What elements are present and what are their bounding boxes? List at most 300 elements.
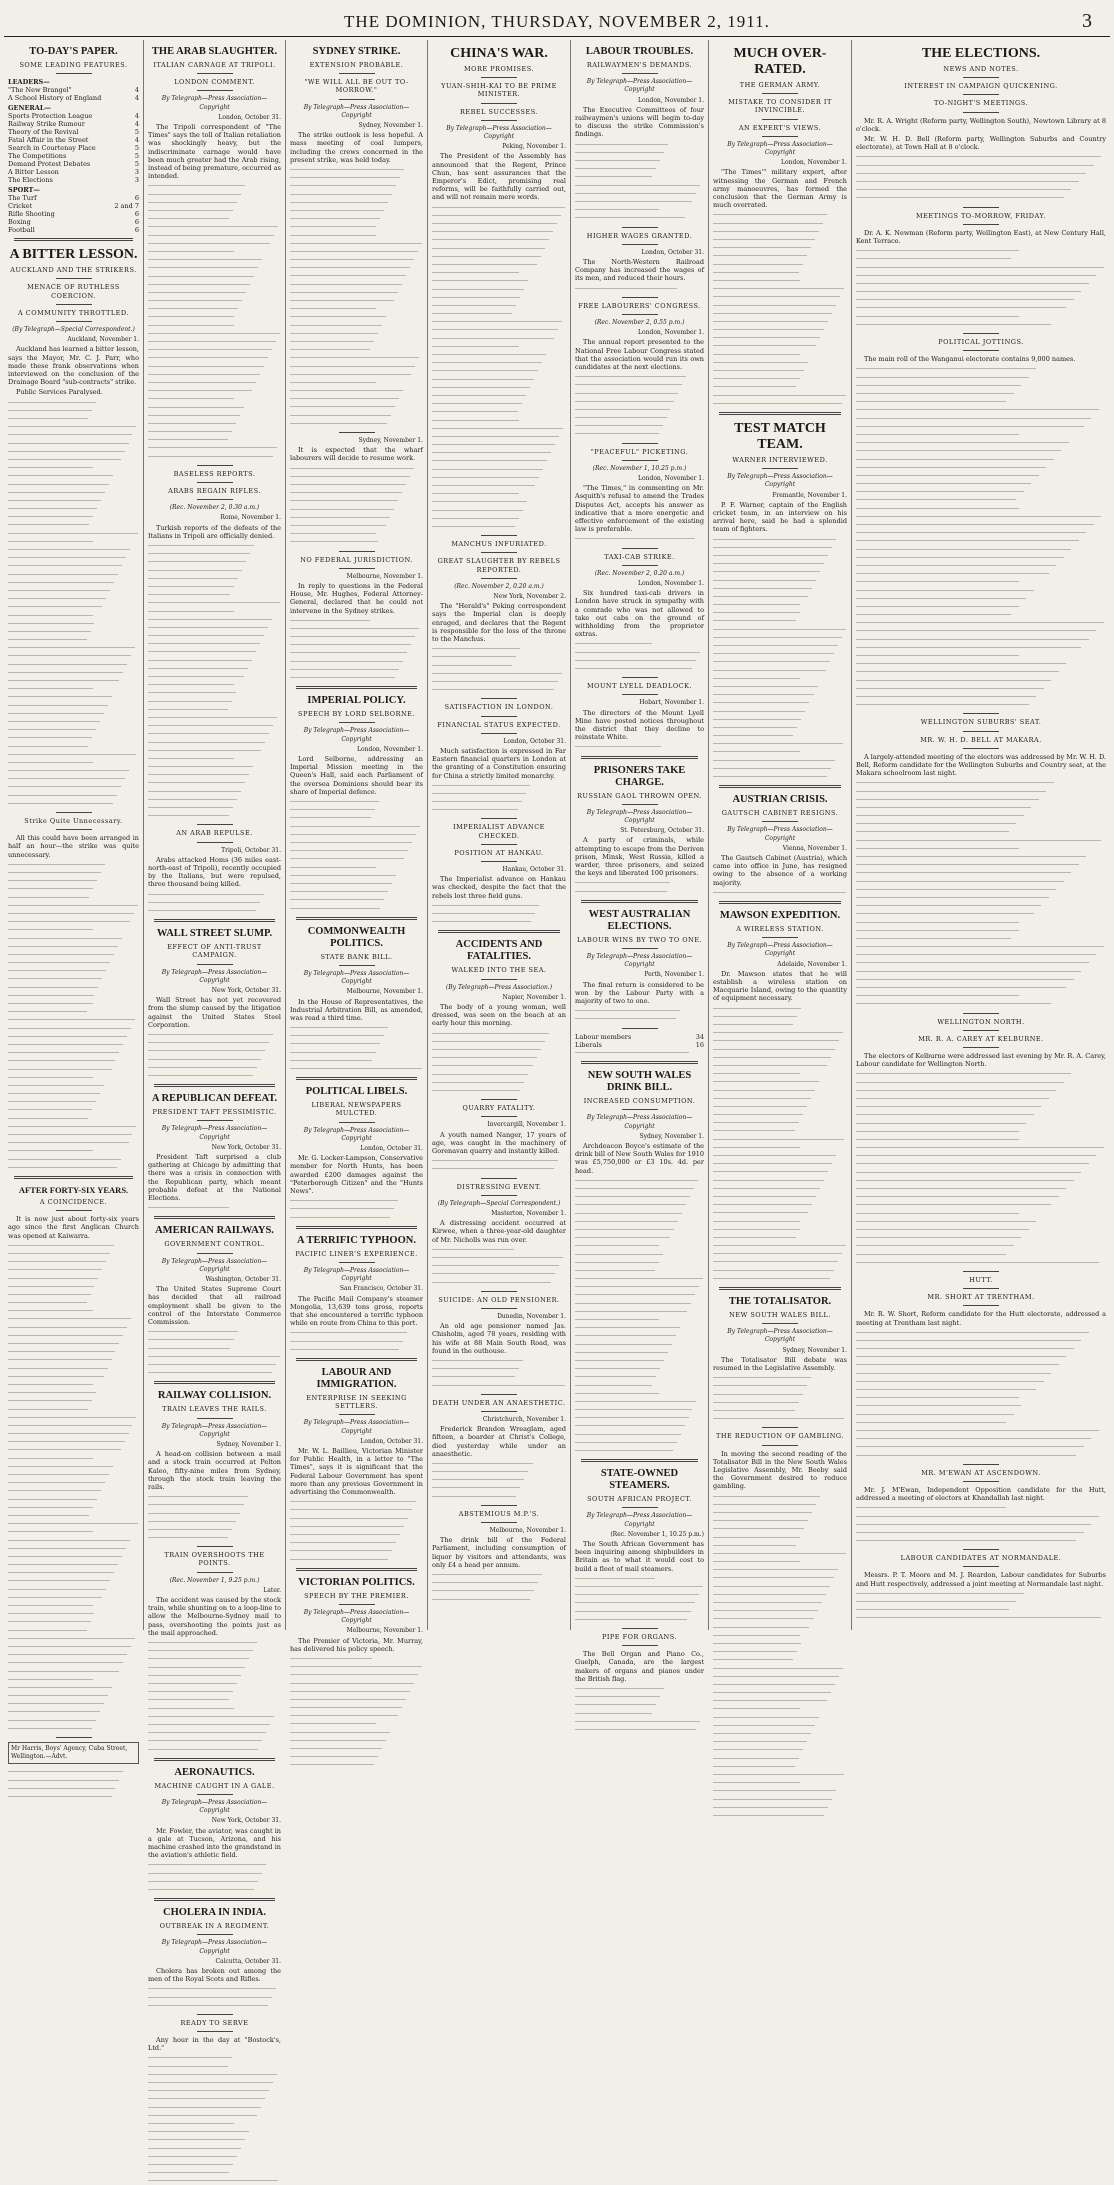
text-line-rule xyxy=(8,1093,100,1094)
text-line xyxy=(713,748,847,756)
text-line xyxy=(575,1259,704,1267)
credit-line: (Rec. November 1, 10.25 p.m.) xyxy=(592,464,687,472)
text-line xyxy=(856,1337,1106,1345)
text-line xyxy=(713,383,847,391)
subhead-rule xyxy=(197,1572,233,1573)
text-line xyxy=(856,162,1106,170)
text-line xyxy=(8,513,139,521)
text-line-rule xyxy=(148,218,229,219)
text-line xyxy=(713,1681,847,1689)
text-line-rule xyxy=(856,864,1079,865)
text-line xyxy=(290,215,423,223)
text-line-rule xyxy=(575,1376,656,1377)
text-line-rule xyxy=(290,899,384,900)
headline: PRISONERS TAKE CHARGE. xyxy=(593,764,686,788)
newspaper-column xyxy=(286,40,428,1653)
text-line xyxy=(432,326,566,334)
text-line-rule xyxy=(713,1577,834,1578)
index-entry xyxy=(8,86,139,94)
text-line xyxy=(575,1575,704,1583)
subheading: THE REDUCTION OF GAMBLING. xyxy=(716,1432,844,1441)
text-line-rule xyxy=(148,570,242,571)
text-line xyxy=(8,1594,139,1602)
text-line-rule xyxy=(713,386,796,387)
text-line-rule xyxy=(8,1621,91,1622)
text-line-rule xyxy=(290,1699,406,1700)
text-line-rule xyxy=(713,1807,828,1808)
headline: AERONAUTICS. xyxy=(174,1766,255,1778)
text-line-rule xyxy=(432,231,553,232)
text-line-rule xyxy=(856,930,1019,931)
text-line-rule xyxy=(290,1341,403,1342)
subhead-rule xyxy=(197,1253,233,1254)
credit-line: By Telegraph—Press Association—Copyright xyxy=(586,808,693,825)
text-line xyxy=(856,1210,1106,1218)
text-line xyxy=(432,1038,566,1046)
text-line xyxy=(148,907,281,915)
text-line xyxy=(856,894,1106,902)
text-line xyxy=(856,1000,1106,1008)
text-line-rule xyxy=(8,1589,106,1590)
dateline: Melbourne, November 1. xyxy=(346,1627,423,1635)
text-line xyxy=(8,1487,139,1495)
text-line xyxy=(148,1493,281,1501)
text-line xyxy=(856,886,1106,894)
text-line xyxy=(8,743,139,751)
text-line-rule xyxy=(713,1394,803,1395)
text-line xyxy=(290,1712,423,1720)
article-paragraph: Any hour in the day at "Bostock's, Ltd." xyxy=(148,2036,281,2053)
text-line xyxy=(575,1685,704,1693)
text-line-rule xyxy=(432,809,518,810)
text-line-rule xyxy=(432,1360,523,1361)
subhead-rule xyxy=(481,578,517,579)
text-line-rule xyxy=(713,702,809,703)
text-line-rule xyxy=(856,1003,1051,1004)
text-line-rule xyxy=(148,325,234,326)
text-line-rule xyxy=(290,1526,404,1527)
text-line-rule xyxy=(290,1068,422,1069)
text-line-rule xyxy=(856,1455,1076,1456)
text-line xyxy=(713,617,847,625)
text-line-rule xyxy=(713,1196,816,1197)
subhead-rule xyxy=(481,120,517,121)
text-line-rule xyxy=(148,1042,269,1043)
text-line xyxy=(713,1542,847,1550)
text-line xyxy=(856,1402,1106,1410)
text-line xyxy=(432,645,566,653)
text-line xyxy=(148,2128,281,2136)
index-label: Boxing xyxy=(8,218,31,227)
index-page: 5 xyxy=(134,160,139,169)
text-line xyxy=(148,2054,281,2062)
text-line xyxy=(8,1471,139,1479)
text-line xyxy=(713,1021,847,1029)
credit-line: (By Telegraph—Special Correspondent.) xyxy=(437,1199,561,1207)
dateline: London, November 1. xyxy=(638,96,704,104)
headline: WALL STREET SLUMP. xyxy=(156,928,273,940)
text-line xyxy=(8,1793,139,1801)
text-line xyxy=(290,1655,423,1663)
text-line-rule xyxy=(432,436,559,437)
article xyxy=(856,1013,1106,1267)
text-line-rule xyxy=(856,807,1031,808)
text-line-rule xyxy=(432,354,546,355)
text-line-rule xyxy=(856,181,1079,182)
text-line xyxy=(148,755,281,763)
text-line xyxy=(856,779,1106,787)
text-line xyxy=(290,1729,423,1737)
text-line xyxy=(148,2136,281,2144)
text-line xyxy=(8,693,139,701)
text-line-rule xyxy=(575,746,661,747)
article-paragraph: The Pacific Mail Company's steamer Mongolia, 13,639 tons gross, reports that she encountered a terrific typhoon while en route from China to this port. xyxy=(290,1294,423,1328)
text-line xyxy=(713,740,847,748)
text-line xyxy=(148,2079,281,2087)
article-paragraph: The electors of Kelburne were addressed last evening by Mr. R. A. Carey, Labour candidate for Wellington North. xyxy=(856,1051,1106,1069)
text-line-rule xyxy=(713,1122,799,1123)
text-line-rule xyxy=(290,423,387,424)
text-line xyxy=(290,1506,423,1514)
article xyxy=(8,238,139,808)
text-line xyxy=(856,272,1106,280)
headline: COMMONWEALTH POLITICS. xyxy=(307,925,406,949)
text-line-rule xyxy=(290,341,374,342)
text-line xyxy=(432,523,566,531)
text-line xyxy=(713,716,847,724)
text-line xyxy=(290,633,423,641)
article xyxy=(432,1178,566,1287)
dateline: Sydney, November 1. xyxy=(639,1132,704,1140)
text-line xyxy=(148,1655,281,1663)
text-line-rule xyxy=(8,1294,91,1295)
text-line xyxy=(290,522,423,530)
text-line xyxy=(432,806,566,814)
text-line-rule xyxy=(432,387,530,388)
text-line-rule xyxy=(713,563,824,564)
text-line-rule xyxy=(290,259,414,260)
article-paragraph: The accident was caused by the stock train, while shunting on to a loop-line to allow the Melbourne-Sydney mail to pass, overshooting the points just as the mail approached. xyxy=(148,1596,281,1637)
text-line-rule xyxy=(290,1559,388,1560)
text-line xyxy=(8,1275,139,1283)
text-line xyxy=(8,1668,139,1676)
sub-divider xyxy=(963,713,999,714)
text-line xyxy=(8,1008,139,1016)
text-line xyxy=(713,1804,847,1812)
article xyxy=(575,46,704,223)
text-line xyxy=(8,943,139,951)
text-line-rule xyxy=(432,280,528,281)
text-line-rule xyxy=(290,867,376,868)
text-line xyxy=(856,304,1106,312)
subheading: WALKED INTO THE SEA. xyxy=(451,966,547,975)
text-line-rule xyxy=(8,705,108,706)
text-line xyxy=(856,562,1106,570)
text-line xyxy=(856,1152,1106,1160)
text-line-rule xyxy=(713,1496,820,1497)
text-line xyxy=(148,2002,281,2010)
text-line xyxy=(148,689,281,697)
text-line-rule xyxy=(8,1597,102,1598)
text-line-rule xyxy=(713,1528,804,1529)
subheading: SPEECH BY THE PREMIER. xyxy=(304,1591,409,1600)
text-line-rule xyxy=(290,1666,422,1667)
text-line-rule xyxy=(148,226,278,227)
text-line xyxy=(290,1745,423,1753)
text-line-rule xyxy=(575,1360,664,1361)
text-line-rule xyxy=(713,1032,843,1033)
text-line-rule xyxy=(290,817,371,818)
text-line-rule xyxy=(856,1381,1044,1382)
text-line-rule xyxy=(575,1327,680,1328)
text-line-rule xyxy=(148,766,253,767)
text-line-rule xyxy=(713,768,831,769)
index-page: 6 xyxy=(134,194,139,203)
text-line xyxy=(575,1693,704,1701)
text-line-rule xyxy=(713,1586,830,1587)
text-line-rule xyxy=(432,207,565,208)
dateline: Sydney, November 1. xyxy=(782,1346,847,1354)
text-line-rule xyxy=(713,694,814,695)
text-line xyxy=(290,1065,423,1073)
text-line xyxy=(713,342,847,350)
text-line-rule xyxy=(856,1213,1019,1214)
article-paragraph: Mr. R. A. Wright (Reform party, Wellington South), Newtown Library at 8 o'clock. xyxy=(856,116,1106,133)
text-line xyxy=(432,1357,566,1365)
article-paragraph: The North-Western Railroad Company has increased the wages of its men, and reduced their hours. xyxy=(575,257,704,283)
text-line-rule xyxy=(8,1425,132,1426)
text-line-rule xyxy=(8,1515,89,1516)
text-line-rule xyxy=(856,856,1086,857)
text-line xyxy=(856,578,1106,586)
text-line xyxy=(8,415,139,423)
text-line-rule xyxy=(713,223,823,224)
text-line xyxy=(856,796,1106,804)
dateline: Washington, October 31. xyxy=(205,1275,281,1283)
text-line-rule xyxy=(290,1217,390,1218)
article-paragraph: The Totalisator Bill debate was resumed in the Legislative Assembly. xyxy=(713,1355,847,1373)
text-line xyxy=(575,1177,704,1185)
text-line-rule xyxy=(290,652,407,653)
text-line-rule xyxy=(713,670,826,671)
subheading: STATE BANK BILL. xyxy=(320,952,393,961)
article-paragraph: Six hundred taxi-cab drivers in London have struck in sympathy with a comrade who was not allowed to take out cabs on the ground of withholding from the proprietor extras. xyxy=(575,589,704,639)
text-line-rule xyxy=(148,1716,274,1717)
text-line-rule xyxy=(432,1574,542,1575)
text-line-rule xyxy=(432,493,519,494)
text-line-rule xyxy=(575,668,692,669)
text-line xyxy=(856,1103,1106,1111)
text-line-rule xyxy=(713,1106,807,1107)
text-line-rule xyxy=(8,402,96,403)
text-line-rule xyxy=(290,374,411,375)
text-line-rule xyxy=(713,1081,819,1082)
text-line-rule xyxy=(290,858,404,859)
text-line xyxy=(856,170,1106,178)
text-line-rule xyxy=(148,2139,245,2140)
text-line xyxy=(148,665,281,673)
text-line xyxy=(290,1761,423,1769)
text-line xyxy=(148,2177,281,2185)
text-line-rule xyxy=(8,1720,96,1721)
text-line xyxy=(8,1098,139,1106)
subheading: POSITION AT HANKAU. xyxy=(454,848,544,857)
subheading: MACHINE CAUGHT IN A GALE. xyxy=(154,1781,275,1790)
text-line-rule xyxy=(856,979,1074,980)
text-line xyxy=(575,1210,704,1218)
subhead-rule xyxy=(197,964,233,965)
text-line xyxy=(713,400,847,408)
text-line xyxy=(148,1647,281,1655)
text-line-rule xyxy=(856,1364,1059,1365)
headline: THE ELECTIONS. xyxy=(921,46,1041,61)
text-line xyxy=(148,1870,281,1878)
text-line-rule xyxy=(856,307,1066,308)
text-line-rule xyxy=(8,1613,94,1614)
text-line-rule xyxy=(290,1349,399,1350)
text-line xyxy=(713,1722,847,1730)
article xyxy=(148,919,281,1080)
text-line-rule xyxy=(8,1556,122,1557)
text-line-rule xyxy=(713,637,842,638)
text-line-rule xyxy=(856,426,1084,427)
text-line xyxy=(8,1348,139,1356)
article-paragraph: Arabs attacked Homs (36 miles east-north-east of Tripoli), recently occupied by the Italians, but were repulsed, three thousand being killed. xyxy=(148,855,281,889)
text-line-rule xyxy=(8,1126,136,1127)
text-line-rule xyxy=(856,324,1051,325)
section-divider xyxy=(438,930,560,933)
credit-line: By Telegraph—Press Association—Copyright xyxy=(586,78,693,94)
credit-line: (Rec. November 2, 0.55 p.m.) xyxy=(594,318,685,326)
dateline: New York, October 31. xyxy=(211,987,281,994)
text-line-rule xyxy=(148,2107,261,2108)
text-line xyxy=(8,399,139,407)
text-line xyxy=(148,2120,281,2128)
text-line xyxy=(432,228,566,236)
section-divider xyxy=(14,238,133,241)
index-entry xyxy=(8,194,139,202)
article-paragraph: The main roll of the Wanganui electorate contains 9,000 names. xyxy=(864,355,1076,364)
text-line-rule xyxy=(432,1282,551,1283)
text-line xyxy=(575,198,704,206)
dateline: London, October 31. xyxy=(503,737,566,745)
text-line-rule xyxy=(575,538,695,539)
article-paragraph: Much satisfaction is expressed in Far Eastern financial quarters in London at the granting of a Constitution ensuring for China a strictly limited monarchy. xyxy=(432,746,566,780)
text-line-rule xyxy=(432,801,522,802)
subhead-rule xyxy=(622,1109,658,1110)
text-line xyxy=(856,853,1106,861)
headline: MUCH OVER-RATED. xyxy=(733,46,827,77)
text-line-rule xyxy=(713,1561,800,1562)
text-line xyxy=(290,1040,423,1048)
text-line-rule xyxy=(856,1147,1104,1148)
text-line xyxy=(856,951,1106,959)
text-line-rule xyxy=(575,376,686,377)
subheading: GREAT SLAUGHTER BY REBELS REPORTED. xyxy=(437,557,561,574)
subheading: MR. R. A. CAREY AT KELBURNE. xyxy=(918,1034,1044,1043)
article-paragraph: In the House of Representatives, the Industrial Arbitration Bill, as amended, was read a third time. xyxy=(290,997,423,1022)
text-line xyxy=(856,1419,1106,1427)
text-line xyxy=(8,1283,139,1291)
text-line-rule xyxy=(8,655,131,656)
subheading: DEATH UNDER AN ANAESTHETIC. xyxy=(432,1398,566,1407)
text-line xyxy=(856,537,1106,545)
text-line-rule xyxy=(290,1748,382,1749)
text-line-rule xyxy=(856,483,1031,484)
subheading: LABOUR WINS BY TWO TO ONE. xyxy=(576,935,703,944)
text-line xyxy=(856,935,1106,943)
text-line-rule xyxy=(8,1671,119,1672)
credit-line: By Telegraph—Press Association—Copyright xyxy=(303,1267,410,1283)
text-line xyxy=(575,173,704,181)
text-line-rule xyxy=(575,144,668,145)
results-row xyxy=(575,1033,704,1041)
text-line xyxy=(856,1218,1106,1226)
subhead-rule xyxy=(197,482,233,483)
text-line xyxy=(8,1577,139,1585)
text-line-rule xyxy=(290,525,386,526)
text-line xyxy=(432,515,566,523)
text-line xyxy=(713,1493,847,1501)
text-line xyxy=(290,232,423,240)
text-line-rule xyxy=(148,676,244,677)
text-line-rule xyxy=(148,602,280,603)
subhead-rule xyxy=(481,733,517,734)
subhead-rule xyxy=(622,565,658,566)
text-line-rule xyxy=(713,362,808,363)
text-line xyxy=(290,530,423,538)
text-line-rule xyxy=(290,169,404,170)
text-line xyxy=(8,718,139,726)
text-line-rule xyxy=(148,1708,234,1709)
text-line xyxy=(856,398,1106,406)
text-line-rule xyxy=(8,1077,93,1078)
text-line-rule xyxy=(8,880,97,881)
text-line xyxy=(8,595,139,603)
subheading: RAILWAYMEN'S DEMANDS. xyxy=(586,61,693,69)
text-line xyxy=(856,313,1106,321)
text-line xyxy=(713,1391,847,1399)
text-line-rule xyxy=(8,962,110,963)
article xyxy=(148,824,281,915)
text-line-rule xyxy=(432,460,547,461)
text-line-rule xyxy=(856,987,1066,988)
text-line xyxy=(148,1680,281,1688)
text-line-rule xyxy=(856,1617,1101,1618)
text-line xyxy=(713,1648,847,1656)
text-line-rule xyxy=(290,185,396,186)
text-line xyxy=(713,375,847,383)
text-line xyxy=(856,288,1106,296)
sub-divider xyxy=(622,297,658,298)
text-line-rule xyxy=(8,672,123,673)
text-line-rule xyxy=(8,1003,93,1004)
text-line xyxy=(290,855,423,863)
text-line-rule xyxy=(148,651,256,652)
text-line-rule xyxy=(290,1764,374,1765)
article xyxy=(432,930,566,1095)
text-line-rule xyxy=(432,264,537,265)
text-line-rule xyxy=(713,321,828,322)
text-line xyxy=(8,456,139,464)
index-label: Fatal Affair in the Street xyxy=(8,136,89,145)
dateline: London, October 31. xyxy=(641,248,704,256)
text-line xyxy=(856,1144,1106,1152)
text-line xyxy=(8,1115,139,1123)
text-line xyxy=(856,804,1106,812)
text-line xyxy=(148,207,281,215)
text-line xyxy=(856,1598,1106,1606)
